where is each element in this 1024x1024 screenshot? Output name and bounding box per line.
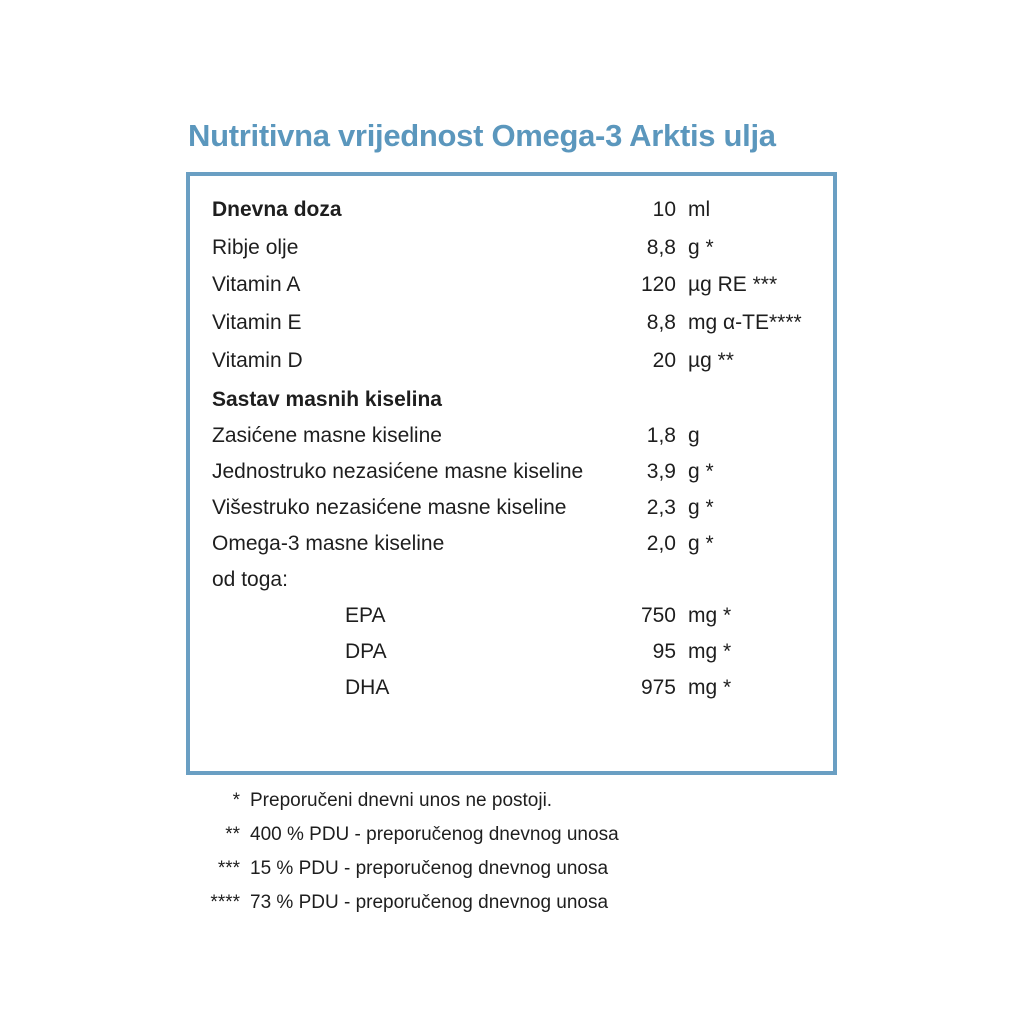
row-value: 2,0 (646, 532, 676, 555)
row-label: DHA (345, 676, 390, 699)
row-value: 10 (652, 198, 676, 221)
footnote-mark: **** (210, 892, 240, 913)
row-label: od toga: (212, 568, 288, 591)
row-value: 20 (652, 349, 676, 372)
row-label: Dnevna doza (212, 198, 342, 221)
row-unit: mg * (688, 640, 732, 663)
footnote-mark: * (232, 790, 240, 811)
row-label: Zasićene masne kiseline (212, 424, 442, 447)
row-unit: µg ** (688, 349, 734, 372)
row-value: 2,3 (646, 496, 676, 519)
row-value: 975 (640, 676, 676, 699)
footnote-mark: *** (217, 858, 240, 879)
row-unit: mg * (688, 604, 732, 627)
row-label: Jednostruko nezasićene masne kiseline (212, 460, 584, 483)
footnote-text: 15 % PDU - preporučenog dnevnog unosa (250, 858, 609, 879)
footnote-text: 400 % PDU - preporučenog dnevnog unosa (250, 824, 619, 845)
row-label: Ribje olje (212, 236, 299, 259)
row-value: 8,8 (646, 236, 676, 259)
row-unit: g (688, 424, 700, 447)
page-title: Nutritivna vrijednost Omega-3 Arktis ulja (188, 118, 776, 153)
row-value: 3,9 (646, 460, 676, 483)
row-label: Višestruko nezasićene masne kiseline (212, 496, 567, 519)
row-unit: g * (688, 496, 714, 519)
row-label: Vitamin E (212, 311, 302, 334)
row-value: 95 (652, 640, 676, 663)
row-unit: g * (688, 460, 714, 483)
row-label: Vitamin D (212, 349, 303, 372)
row-label: EPA (345, 604, 386, 627)
row-unit: mg α-TE**** (688, 311, 802, 334)
footnote-mark: ** (225, 824, 240, 845)
row-unit: mg * (688, 676, 732, 699)
row-unit: g * (688, 532, 714, 555)
row-label: Omega-3 masne kiseline (212, 532, 445, 555)
row-label: DPA (345, 640, 387, 663)
row-value: 120 (640, 273, 676, 296)
row-label: Sastav masnih kiselina (212, 388, 442, 411)
row-unit: g * (688, 236, 714, 259)
row-value: 1,8 (646, 424, 676, 447)
row-value: 8,8 (646, 311, 676, 334)
row-unit: µg RE *** (688, 273, 778, 296)
footnote-text: 73 % PDU - preporučenog dnevnog unosa (250, 892, 609, 913)
row-unit: ml (688, 198, 711, 221)
row-value: 750 (640, 604, 676, 627)
footnote-text: Preporučeni dnevni unos ne postoji. (250, 790, 553, 811)
row-label: Vitamin A (212, 273, 301, 296)
